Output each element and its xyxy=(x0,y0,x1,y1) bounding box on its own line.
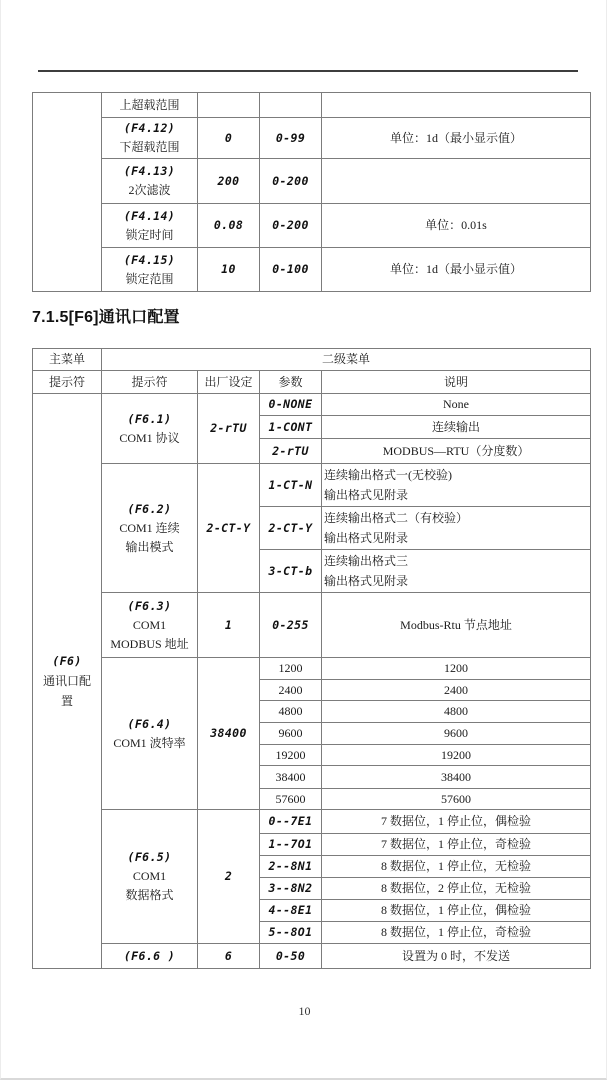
description-cell: 57600 xyxy=(322,789,591,810)
description-cell: 8 数据位，1 停止位，无检验 xyxy=(322,856,591,878)
param-cell: 1-CONT xyxy=(260,416,322,439)
description-cell: 连续输出格式三 输出格式见附录 xyxy=(322,550,591,593)
description-cell: 4800 xyxy=(322,701,591,723)
prompt-cell xyxy=(102,93,198,118)
prompt-cell xyxy=(102,248,198,292)
table-row xyxy=(33,93,591,118)
factory-default-cell xyxy=(198,93,260,118)
description-cell: 连续输出 xyxy=(322,416,591,439)
description-cell: MODBUS—RTU（分度数） xyxy=(322,439,591,464)
menu-name: 通讯口配置 xyxy=(42,673,91,708)
param-cell: 2-CT-Y xyxy=(260,507,322,550)
factory-default-cell: 38400 xyxy=(198,658,260,810)
param-cell: 1--7O1 xyxy=(260,834,322,856)
prompt-cell: (F6.4) COM1 波特率 xyxy=(102,658,198,810)
param-code: (F4.13) xyxy=(123,164,176,178)
param-cell: 0-255 xyxy=(260,593,322,658)
factory-default-cell: 200 xyxy=(198,159,260,204)
param-cell: 0-NONE xyxy=(260,394,322,416)
description-cell: 单位：0.01s xyxy=(322,204,591,248)
header-param: 参数 xyxy=(260,371,322,394)
menu-code: (F6) xyxy=(52,653,82,668)
param-name: 2次滤波 xyxy=(128,183,171,197)
param-cell: 2400 xyxy=(260,680,322,701)
page-number: 10 xyxy=(298,1004,311,1018)
param-code: (F6.1) xyxy=(127,411,172,426)
param-name: COM1 协议 xyxy=(119,430,180,445)
description-cell xyxy=(322,93,591,118)
factory-default-cell: 10 xyxy=(198,248,260,292)
table-row xyxy=(33,658,591,680)
table-row xyxy=(33,394,591,416)
description-cell: 19200 xyxy=(322,745,591,766)
section-heading: 7.1.5[F6]通讯口配置 xyxy=(32,309,180,326)
header-prompt-left: 提示符 xyxy=(33,371,102,394)
param-cell: 2-rTU xyxy=(260,439,322,464)
param-code: (F4.12) xyxy=(123,121,176,135)
param-cell: 19200 xyxy=(260,745,322,766)
description-cell: 7 数据位，1 停止位，奇检验 xyxy=(322,834,591,856)
description-cell: 设置为 0 时，不发送 xyxy=(322,944,591,969)
description-cell: None xyxy=(322,394,591,416)
prompt-cell xyxy=(102,944,198,969)
description-cell: 连续输出格式二（有校验） 输出格式见附录 xyxy=(322,507,591,550)
param-cell: 0-100 xyxy=(260,248,322,292)
table-row xyxy=(33,118,591,159)
prompt-cell xyxy=(102,159,198,204)
param-cell: 0-200 xyxy=(260,159,322,204)
param-cell: 4800 xyxy=(260,701,322,723)
table-header-row xyxy=(33,371,591,394)
prompt-cell: (F6.5) COM1 数据格式 xyxy=(102,810,198,944)
factory-default-cell: 2-rTU xyxy=(198,394,260,464)
param-cell: 3--8N2 xyxy=(260,878,322,900)
factory-default-cell: 0.08 xyxy=(198,204,260,248)
header-main-menu: 主菜单 xyxy=(33,349,102,371)
param-code: (F6.2) xyxy=(127,501,172,516)
param-cell: 2--8N1 xyxy=(260,856,322,878)
header-desc: 说明 xyxy=(322,371,591,394)
description-cell: 8 数据位，2 停止位，无检验 xyxy=(322,878,591,900)
param-cell: 1-CT-N xyxy=(260,464,322,507)
param-name: 锁定时间 xyxy=(125,227,174,242)
factory-default-cell: 2 xyxy=(198,810,260,944)
param-cell: 1200 xyxy=(260,658,322,680)
prompt-cell xyxy=(102,204,198,248)
param-cell: 9600 xyxy=(260,723,322,745)
factory-default-cell: 6 xyxy=(198,944,260,969)
param-cell: 57600 xyxy=(260,789,322,810)
table-row xyxy=(33,944,591,969)
param-code: (F4.14) xyxy=(123,208,176,223)
table-header-row xyxy=(33,349,591,371)
param-cell: 0-200 xyxy=(260,204,322,248)
menu-cell-empty xyxy=(33,93,102,292)
description-cell: 1200 xyxy=(322,658,591,680)
description-cell: 单位：1d（最小显示值） xyxy=(322,248,591,292)
factory-default-cell: 1 xyxy=(198,593,260,658)
param-cell xyxy=(260,93,322,118)
prompt-cell: (F6.3) COM1 MODBUS 地址 xyxy=(102,593,198,658)
param-cell: 38400 xyxy=(260,766,322,789)
param-cell: 0-99 xyxy=(260,118,322,159)
table-row xyxy=(33,159,591,204)
description-cell: 2400 xyxy=(322,680,591,701)
table-row xyxy=(33,810,591,834)
description-cell: 38400 xyxy=(322,766,591,789)
header-factory: 出厂设定 xyxy=(198,371,260,394)
table-row xyxy=(33,593,591,658)
param-code: (F6.3) xyxy=(127,598,172,613)
param-code: (F6.6 ) xyxy=(123,948,176,963)
factory-default-cell: 0 xyxy=(198,118,260,159)
header-prompt: 提示符 xyxy=(102,371,198,394)
param-code: (F6.4) xyxy=(127,716,172,731)
description-cell: Modbus-Rtu 节点地址 xyxy=(322,593,591,658)
description-cell: 9600 xyxy=(322,723,591,745)
factory-default-cell: 2-CT-Y xyxy=(198,464,260,593)
description-cell: 单位：1d（最小显示值） xyxy=(322,118,591,159)
table-row xyxy=(33,464,591,507)
param-cell: 3-CT-b xyxy=(260,550,322,593)
param-code: (F6.5) xyxy=(127,850,172,864)
menu-cell-f6 xyxy=(33,394,102,969)
param-cell: 0--7E1 xyxy=(260,810,322,834)
prompt-cell xyxy=(102,118,198,159)
header-sub-menu: 二级菜单 xyxy=(102,349,591,371)
parameter-table-f6 xyxy=(32,348,591,969)
param-name: 下超载范围 xyxy=(119,140,180,154)
param-cell: 5--8O1 xyxy=(260,922,322,944)
description-cell: 连续输出格式一(无校验) 输出格式见附录 xyxy=(322,464,591,507)
param-code: (F4.15) xyxy=(123,252,176,267)
param-name: 锁定范围 xyxy=(125,271,174,286)
description-cell: 8 数据位，1 停止位，偶检验 xyxy=(322,900,591,922)
description-cell: 7 数据位，1 停止位，偶检验 xyxy=(322,810,591,834)
param-cell: 0-50 xyxy=(260,944,322,969)
param-cell: 4--8E1 xyxy=(260,900,322,922)
table-row xyxy=(33,204,591,248)
header-divider xyxy=(38,70,578,72)
description-cell xyxy=(322,159,591,204)
prompt-cell xyxy=(102,394,198,464)
prompt-cell: (F6.2) COM1 连续 输出模式 xyxy=(102,464,198,593)
param-name: 上超载范围 xyxy=(119,97,180,112)
table-row xyxy=(33,248,591,292)
description-cell: 8 数据位，1 停止位，奇检验 xyxy=(322,922,591,944)
parameter-table-f4-continued xyxy=(32,92,591,292)
